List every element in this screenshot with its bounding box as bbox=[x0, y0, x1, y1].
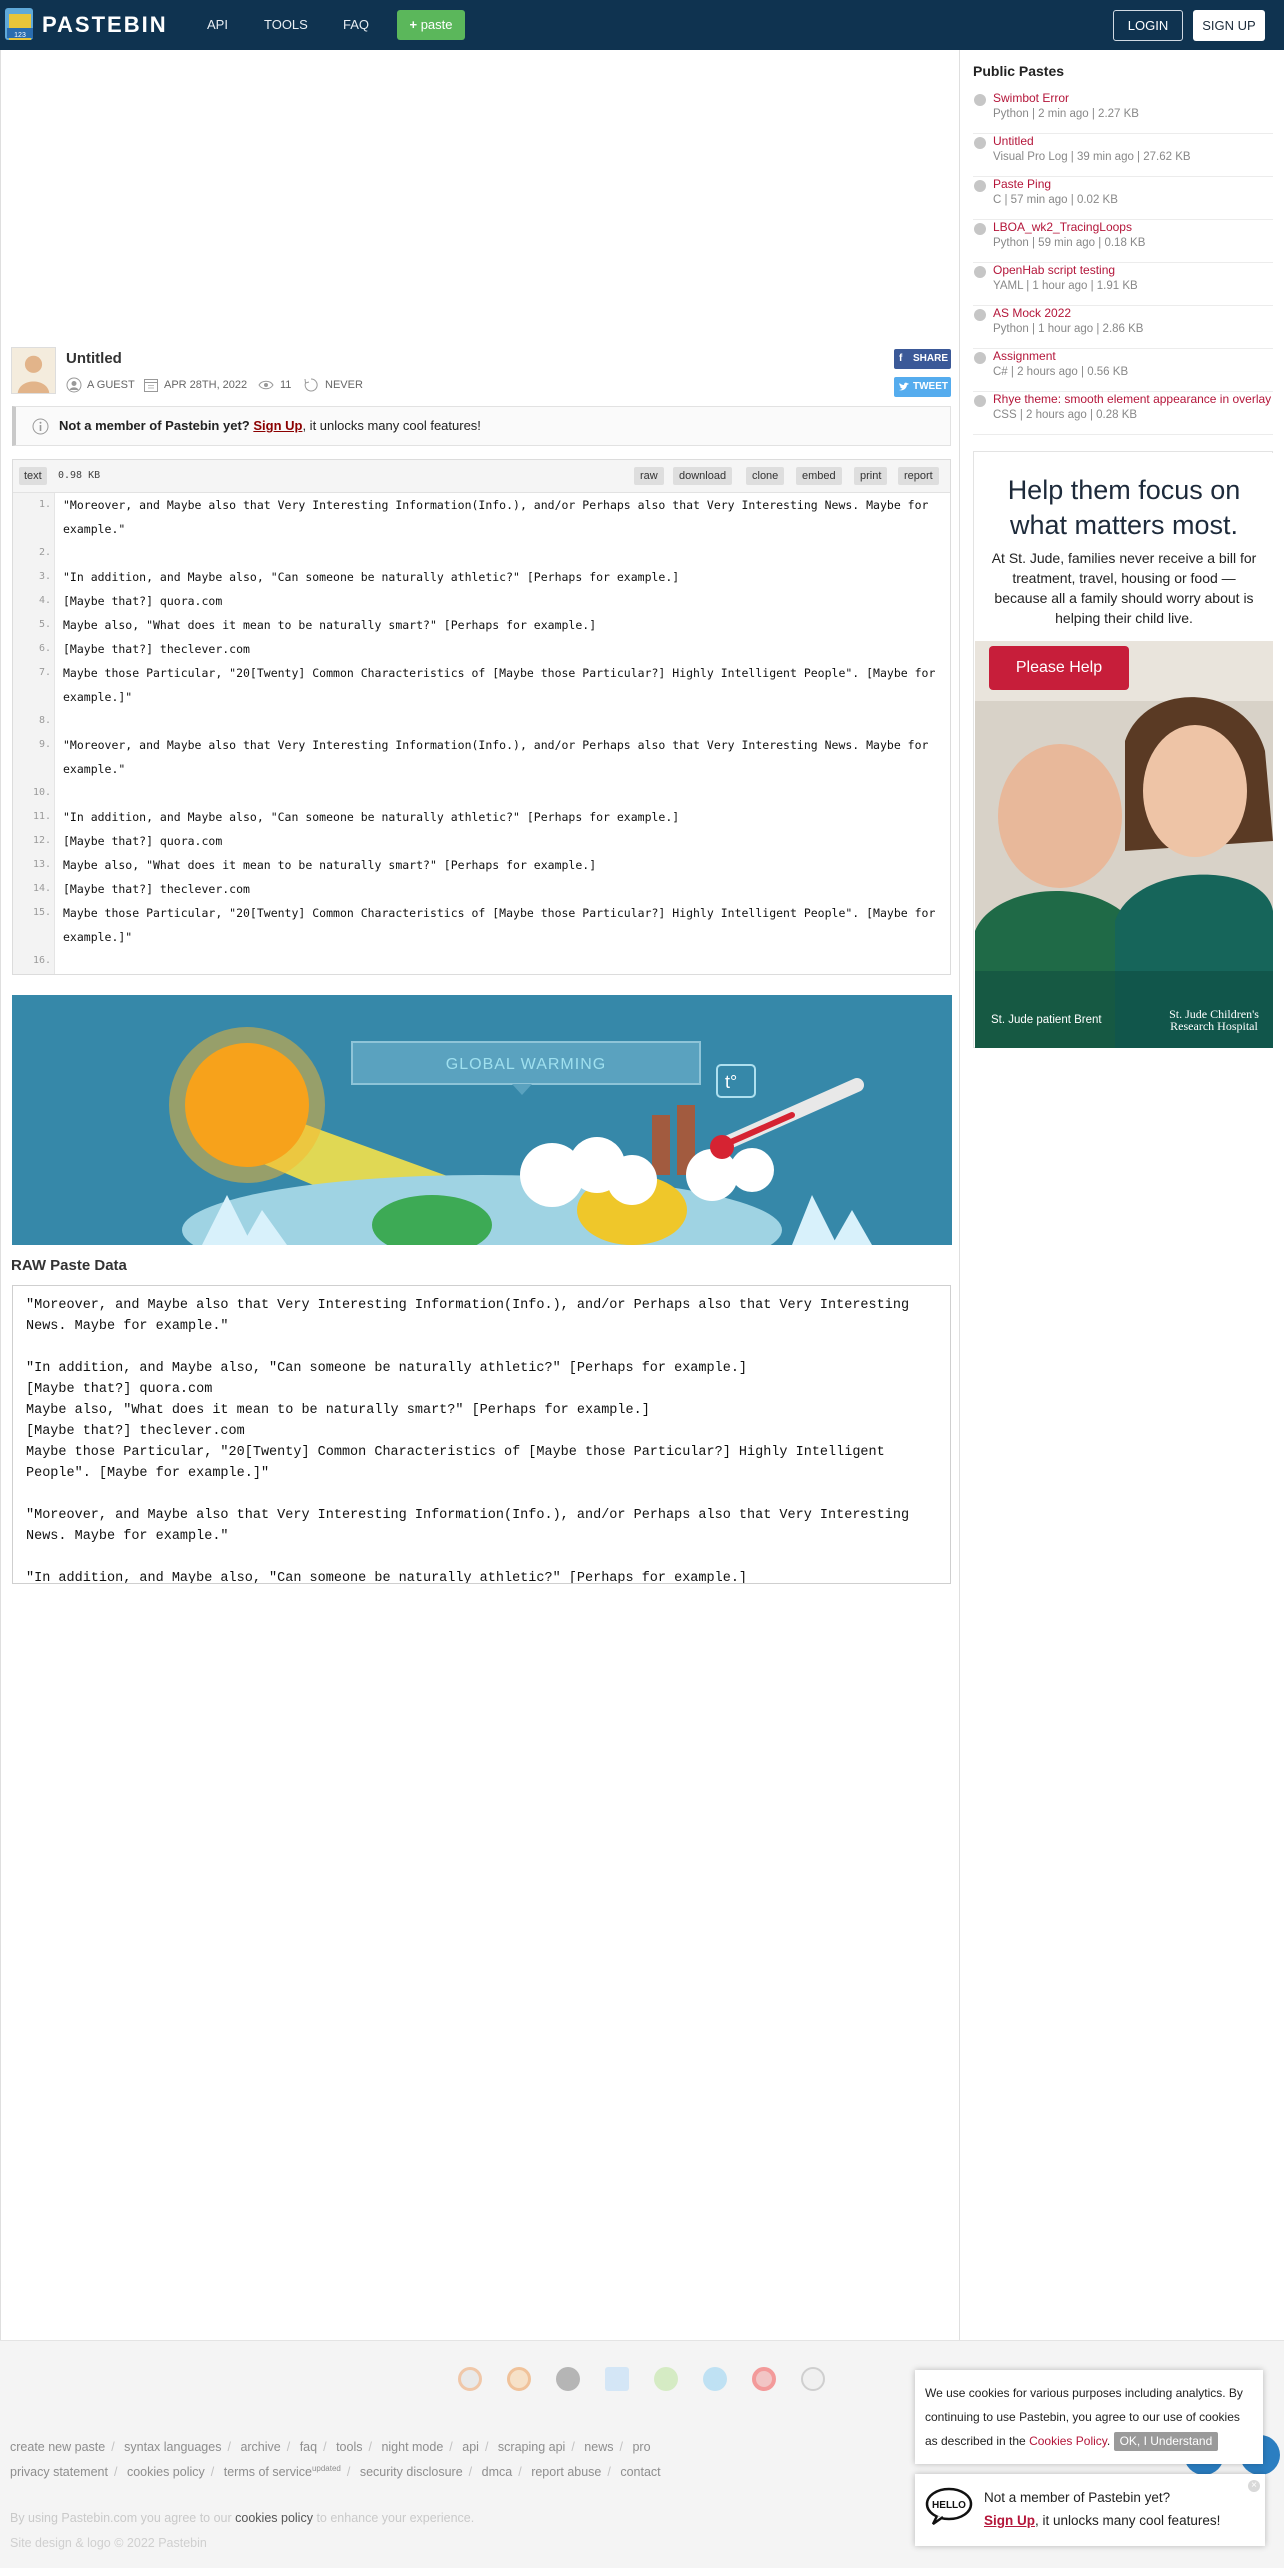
agree-post: to enhance your experience. bbox=[316, 2511, 475, 2525]
footer-link[interactable]: scraping api bbox=[497, 2440, 566, 2454]
nav-faq[interactable]: FAQ bbox=[343, 17, 370, 32]
footer-link[interactable]: tools bbox=[336, 2440, 363, 2454]
popup-signup-link[interactable]: Sign Up bbox=[984, 2513, 1035, 2528]
public-paste-item[interactable] bbox=[973, 392, 1273, 435]
paste-author[interactable]: A GUEST bbox=[87, 379, 135, 391]
footer-link[interactable]: night mode bbox=[381, 2440, 444, 2454]
line-number: 10. bbox=[32, 787, 51, 798]
clone-button[interactable]: clone bbox=[746, 467, 784, 485]
st-jude-logo bbox=[1162, 1008, 1266, 1032]
line-number: 11. bbox=[32, 811, 51, 822]
line-text: Maybe also, "What does it mean to be naturally smart?" [Perhaps for example.] bbox=[63, 858, 597, 872]
footer-links-row-1: create new paste / syntax languages / archive / faq / tools / night mode / api / scraping api / news / pro bbox=[10, 2440, 651, 2454]
public-paste-meta: YAML | 1 hour ago | 1.91 KB bbox=[993, 280, 1138, 292]
thermometer-badge: t° bbox=[725, 1072, 738, 1092]
embed-button[interactable]: embed bbox=[796, 467, 842, 485]
line-text: Maybe those Particular, "20[Twenty] Common Characteristics of [Maybe those Particular?] Highly Intelligent People". [Maybe for example.]" bbox=[63, 906, 943, 944]
close-icon[interactable]: × bbox=[1248, 2480, 1260, 2492]
not-member-popup bbox=[915, 2474, 1265, 2546]
public-paste-item[interactable] bbox=[973, 91, 1273, 134]
twitter-icon bbox=[899, 382, 910, 392]
line-text: "Moreover, and Maybe also that Very Interesting Information(Info.), and/or Perhaps also that Very Interesting News. Maybe for example." bbox=[63, 738, 936, 776]
ad-content bbox=[975, 453, 1273, 1048]
globe-icon bbox=[974, 223, 986, 235]
public-paste-meta: Python | 1 hour ago | 2.86 KB bbox=[993, 323, 1144, 335]
logo-text[interactable]: PASTEBIN bbox=[42, 12, 168, 37]
paste-title: Untitled bbox=[66, 350, 122, 367]
line-text: [Maybe that?] theclever.com bbox=[63, 642, 250, 656]
tweet-label: TWEET bbox=[913, 381, 948, 392]
public-paste-meta: Visual Pro Log | 39 min ago | 27.62 KB bbox=[993, 151, 1191, 163]
global-warming-illustration bbox=[12, 995, 952, 1245]
public-paste-meta: Python | 2 min ago | 2.27 KB bbox=[993, 108, 1139, 120]
line-number: 7. bbox=[38, 667, 51, 678]
line-text: Maybe also, "What does it mean to be naturally smart?" [Perhaps for example.] bbox=[63, 618, 597, 632]
twitter-tweet-button[interactable] bbox=[894, 377, 951, 397]
raw-paste-textarea[interactable]: "Moreover, and Maybe also that Very Interesting Information(Info.), and/or Perhaps also that Very Interesting News. Maybe for example." "In addition, and Maybe also, "Can someone be naturally athletic?" [Perhaps for example.] [Maybe that?] quora.com Maybe also, "What does it mean to be naturally smart?" [Perhaps for example.] [Maybe that?] theclever.com Maybe those Particular, "20[Twenty] Common Characteristics of [Maybe those Particular?] Highly Intelligent People". [Maybe for example.]" "Moreover, and Maybe also that Very Interesting Information(Info.), and/or Perhaps also that Very Interesting News. Maybe for example." "In addition, and Maybe also, "Can someone be naturally athletic?" [Perhaps for example.] bbox=[12, 1285, 951, 1584]
paste-code-box bbox=[12, 459, 951, 975]
public-paste-item[interactable] bbox=[973, 177, 1273, 220]
public-paste-item[interactable] bbox=[973, 306, 1273, 349]
footer-link[interactable]: create new paste bbox=[10, 2440, 106, 2454]
globe-icon bbox=[974, 352, 986, 364]
popup-rest-text: , it unlocks many cool features! bbox=[1035, 2513, 1221, 2528]
line-text: [Maybe that?] quora.com bbox=[63, 594, 223, 608]
agree-pre: By using Pastebin.com you agree to our bbox=[10, 2511, 232, 2525]
ad-photo bbox=[975, 641, 1273, 1048]
globe-icon bbox=[974, 180, 986, 192]
line-number: 3. bbox=[38, 571, 51, 582]
public-pastes-title: Public Pastes bbox=[973, 63, 1065, 79]
footer-link[interactable]: cookies policy bbox=[126, 2465, 205, 2480]
public-paste-item[interactable] bbox=[973, 134, 1273, 177]
line-text: "In addition, and Maybe also, "Can someone be naturally athletic?" [Perhaps for example.] bbox=[63, 570, 680, 584]
opera-icon[interactable] bbox=[752, 2367, 776, 2391]
code-toolbar bbox=[13, 460, 950, 493]
footer-link[interactable]: contact bbox=[620, 2465, 661, 2480]
line-number: 1. bbox=[38, 499, 51, 510]
line-text: Maybe those Particular, "20[Twenty] Common Characteristics of [Maybe those Particular?] Highly Intelligent People". [Maybe for example.]" bbox=[63, 666, 943, 704]
please-help-button[interactable]: Please Help bbox=[989, 646, 1129, 690]
windows-icon[interactable] bbox=[605, 2367, 629, 2391]
cookie-text: We use cookies for various purposes including analytics. By continuing to use Pastebin, you agree to our use of cookies as described in the bbox=[925, 2386, 1243, 2448]
public-paste-title[interactable]: Rhye theme: smooth element appearance in overlay bbox=[993, 392, 1272, 406]
firefox-icon[interactable] bbox=[507, 2367, 531, 2391]
unix-icon[interactable] bbox=[801, 2367, 825, 2391]
share-label: SHARE bbox=[913, 353, 949, 364]
paste-expiry: NEVER bbox=[325, 379, 363, 391]
hospital-line-1: St. Jude Children's bbox=[1169, 1007, 1259, 1021]
footer-link[interactable]: pro bbox=[632, 2440, 651, 2454]
paste-views: 11 bbox=[280, 379, 292, 391]
paste-size: 0.98 KB bbox=[58, 470, 101, 481]
svg-text:HELLO: HELLO bbox=[932, 2500, 966, 2511]
line-number: 13. bbox=[32, 859, 51, 870]
line-number: 6. bbox=[38, 643, 51, 654]
footer-link[interactable]: api bbox=[462, 2440, 479, 2454]
public-paste-title[interactable]: OpenHab script testing bbox=[993, 263, 1116, 277]
paste-button-label: paste bbox=[420, 17, 453, 32]
line-number: 8. bbox=[38, 715, 51, 726]
top-navbar bbox=[0, 0, 1284, 50]
cookie-ok-button[interactable]: OK, I Understand bbox=[1114, 2432, 1219, 2451]
updated-badge: updated bbox=[311, 2464, 341, 2473]
footer-link[interactable]: news bbox=[584, 2440, 614, 2454]
eye-icon bbox=[258, 377, 274, 393]
not-member-text: Not a member of Pastebin yet? bbox=[984, 2490, 1171, 2505]
user-icon bbox=[66, 377, 82, 393]
line-text: "Moreover, and Maybe also that Very Interesting Information(Info.), and/or Perhaps also that Very Interesting News. Maybe for example." bbox=[63, 498, 936, 536]
svg-text:123: 123 bbox=[14, 32, 26, 39]
info-icon bbox=[32, 418, 49, 435]
globe-icon bbox=[974, 94, 986, 106]
line-number: 5. bbox=[38, 619, 51, 630]
line-number: 14. bbox=[32, 883, 51, 894]
public-paste-item[interactable] bbox=[973, 263, 1273, 306]
macos-icon[interactable] bbox=[703, 2367, 727, 2391]
hello-badge-icon bbox=[925, 2487, 973, 2525]
public-paste-meta: C# | 2 hours ago | 0.56 KB bbox=[993, 366, 1129, 378]
footer-copyright: Site design & logo © 2022 Pastebin bbox=[10, 2536, 207, 2550]
public-paste-item[interactable] bbox=[973, 349, 1273, 392]
ad-headline: Help them focus on what matters most. bbox=[1007, 475, 1241, 540]
cookie-consent-popup: We use cookies for various purposes including analytics. By continuing to use Pastebin, you agree to our use of cookies as described in the Cookies Policy. OK, I Understand bbox=[915, 2370, 1263, 2464]
calendar-icon bbox=[143, 377, 159, 393]
line-number: 12. bbox=[32, 835, 51, 846]
footer-link[interactable]: security disclosure bbox=[359, 2465, 463, 2480]
public-paste-title[interactable]: Paste Ping bbox=[993, 177, 1052, 191]
cookie-policy-link[interactable]: Cookies Policy bbox=[1029, 2434, 1107, 2448]
notice-bold-text: Not a member of Pastebin yet? bbox=[59, 418, 250, 433]
line-number: 15. bbox=[32, 907, 51, 918]
signup-button[interactable]: SIGN UP bbox=[1193, 10, 1265, 41]
ios-icon[interactable] bbox=[556, 2367, 580, 2391]
public-paste-item[interactable] bbox=[973, 220, 1273, 263]
login-button[interactable]: LOGIN bbox=[1113, 10, 1183, 41]
footer-link[interactable]: faq bbox=[299, 2440, 318, 2454]
syntax-language-tag[interactable]: text bbox=[19, 467, 47, 485]
ad-caption: St. Jude patient Brent bbox=[991, 1014, 1102, 1026]
banner-label: GLOBAL WARMING bbox=[445, 1056, 607, 1073]
public-paste-meta: CSS | 2 hours ago | 0.28 KB bbox=[993, 409, 1138, 421]
facebook-share-button[interactable] bbox=[894, 349, 951, 369]
footer-link[interactable]: privacy statement bbox=[10, 2465, 108, 2480]
public-paste-meta: C | 57 min ago | 0.02 KB bbox=[993, 194, 1118, 206]
expiry-icon bbox=[303, 377, 319, 393]
footer-link[interactable]: terms of service bbox=[223, 2465, 312, 2480]
footer-link[interactable]: archive bbox=[240, 2440, 281, 2454]
globe-icon bbox=[974, 395, 986, 407]
footer-link[interactable]: syntax languages bbox=[124, 2440, 222, 2454]
nav-tools[interactable]: TOOLS bbox=[264, 17, 308, 32]
member-notice bbox=[12, 406, 951, 446]
pastebin-logo-icon[interactable] bbox=[3, 4, 37, 42]
global-warming-banner-ad[interactable] bbox=[12, 995, 952, 1245]
line-number: 16. bbox=[32, 955, 51, 966]
public-paste-title[interactable]: LBOA_wk2_TracingLoops bbox=[993, 220, 1132, 234]
notice-signup-link[interactable]: Sign Up bbox=[253, 418, 303, 433]
chrome-icon[interactable] bbox=[458, 2367, 482, 2391]
not-member-subtext bbox=[984, 2513, 1220, 2528]
footer-links-row-2: privacy statement / cookies policy / terms of service$^{updated}$ / security disclosure / dmca / report abuse / contact bbox=[10, 2464, 661, 2480]
print-button[interactable]: print bbox=[854, 467, 887, 485]
paste-date: APR 28TH, 2022 bbox=[164, 379, 248, 391]
plus-icon: + bbox=[409, 17, 418, 32]
footer-link[interactable]: report abuse bbox=[531, 2465, 602, 2480]
public-paste-title[interactable]: AS Mock 2022 bbox=[993, 306, 1072, 320]
public-paste-title[interactable]: Assignment bbox=[993, 349, 1056, 363]
new-paste-button[interactable] bbox=[397, 10, 465, 40]
ad-body: At St. Jude, families never receive a bill for treatment, travel, housing or food — because all a family should worry about is helping their child live. bbox=[991, 550, 1257, 626]
facebook-icon: f bbox=[899, 353, 903, 364]
st-jude-ad[interactable] bbox=[973, 451, 1273, 1048]
globe-icon bbox=[974, 309, 986, 321]
public-paste-title[interactable]: Swimbot Error bbox=[993, 91, 1070, 105]
line-number: 9. bbox=[38, 739, 51, 750]
android-icon[interactable] bbox=[654, 2367, 678, 2391]
line-text: "In addition, and Maybe also, "Can someone be naturally athletic?" [Perhaps for example.] bbox=[63, 810, 680, 824]
line-text: [Maybe that?] theclever.com bbox=[63, 882, 250, 896]
public-paste-meta: Python | 59 min ago | 0.18 KB bbox=[993, 237, 1146, 249]
globe-icon bbox=[974, 266, 986, 278]
report-button[interactable]: report bbox=[898, 467, 939, 485]
download-button[interactable]: download bbox=[673, 467, 732, 485]
line-text: [Maybe that?] quora.com bbox=[63, 834, 223, 848]
footer-agreement bbox=[10, 2511, 474, 2525]
hospital-line-2: Research Hospital bbox=[1170, 1019, 1258, 1033]
footer-link[interactable]: dmca bbox=[481, 2465, 513, 2480]
raw-paste-data-title: RAW Paste Data bbox=[11, 1257, 127, 1274]
notice-rest-text: , it unlocks many cool features! bbox=[302, 418, 481, 433]
line-number: 2. bbox=[38, 547, 51, 558]
nav-api[interactable]: API bbox=[207, 17, 228, 32]
line-number: 4. bbox=[38, 595, 51, 606]
cookies-policy-link[interactable]: cookies policy bbox=[235, 2511, 313, 2525]
guest-avatar bbox=[11, 347, 56, 394]
public-paste-title[interactable]: Untitled bbox=[993, 134, 1034, 148]
raw-button[interactable]: raw bbox=[634, 467, 664, 485]
globe-icon bbox=[974, 137, 986, 149]
